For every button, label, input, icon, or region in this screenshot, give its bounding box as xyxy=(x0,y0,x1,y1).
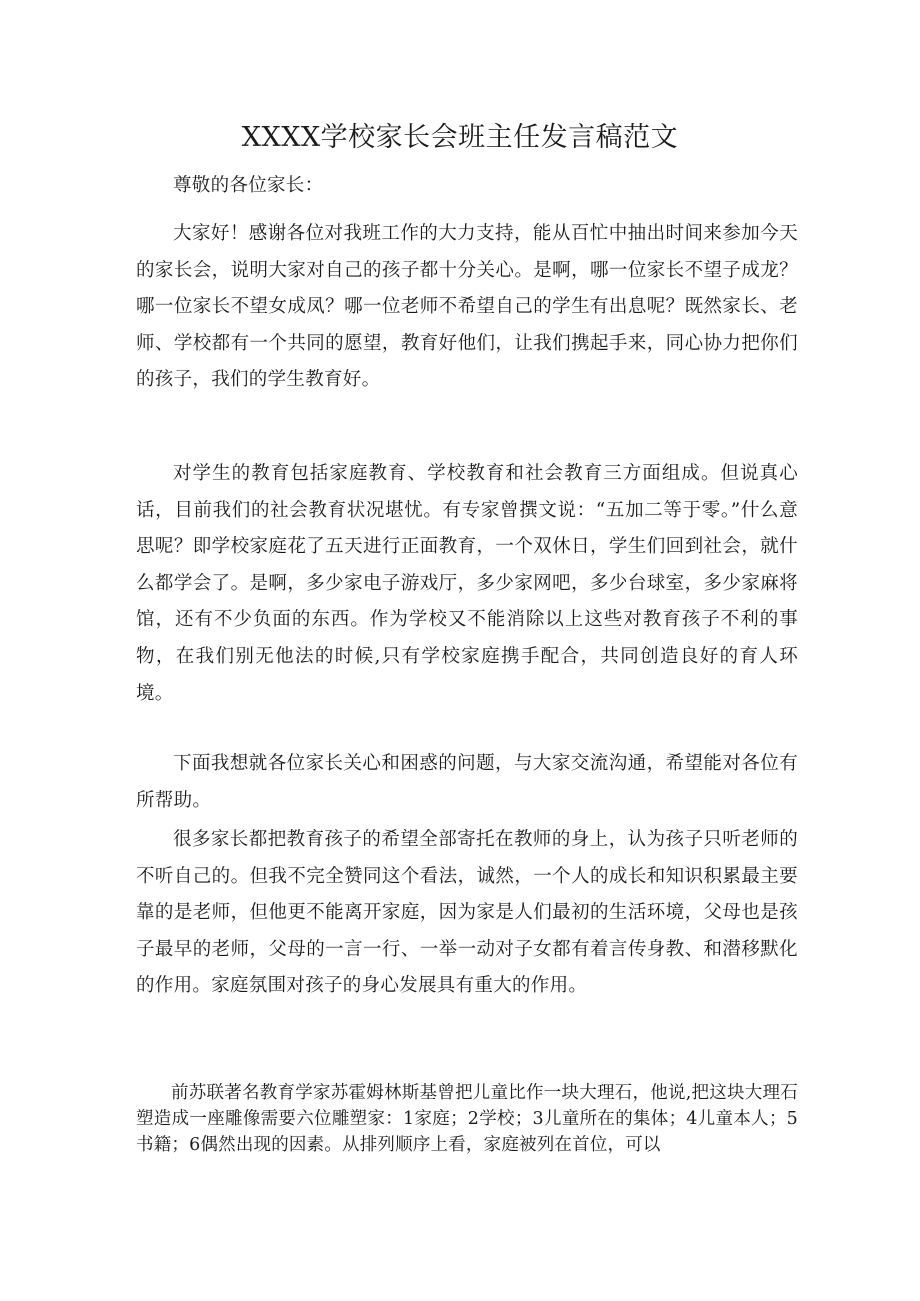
document-title: XXXX学校家长会班主任发言稿范文 xyxy=(241,122,679,153)
greeting: 尊敬的各位家长： xyxy=(173,175,324,196)
paragraph-3: 下面我想就各位家长关心和困惑的问题，与大家交流沟通，希望能对各位有所帮助。 xyxy=(136,753,798,811)
paragraph-5: 前苏联著名教育学家苏霍姆林斯基曾把儿童比作一块大理石，他说,把这块大理石塑造成一座雕像需要六位雕塑家：1家庭；2学校；3儿童所在的集体；4儿童本人；5书籍；6偶然出现的因素。从排列顺序上看，家庭被列在首位，可以 xyxy=(136,1083,798,1155)
paragraph-4: 很多家长都把教育孩子的希望全部寄托在教师的身上，认为孩子只听老师的不听自己的。但我不完全赞同这个看法，诚然，一个人的成长和知识积累最主要靠的是老师，但他更不能离开家庭，因为家是人们最初的生活环境，父母也是孩子最早的老师，父母的一言一行、一举一动对子女都有着言传身教、和潜移默化的作用。家庭氛围对孩子的身心发展具有重大的作用。 xyxy=(136,829,798,997)
paragraph-1: 大家好！感谢各位对我班工作的大力支持，能从百忙中抽出时间来参加今天的家长会，说明大家对自己的孩子都十分关心。是啊，哪一位家长不望子成龙？哪一位家长不望女成凤？哪一位老师不希望自己的学生有出息呢？既然家长、老师、学校都有一个共同的愿望，教育好他们，让我们携起手来，同心协力把你们的孩子，我们的学生教育好。 xyxy=(136,223,798,391)
paragraph-2: 对学生的教育包括家庭教育、学校教育和社会教育三方面组成。但说真心话，目前我们的社会教育状况堪忧。有专家曾撰文说：“五加二等于零。”什么意思呢？即学校家庭花了五天进行正面教育，一个双休日，学生们回到社会，就什么都学会了。是啊，多少家电子游戏厅，多少家网吧，多少台球室，多少家麻将馆，还有不少负面的东西。作为学校又不能消除以上这些对教育孩子不利的事物，在我们别无他法的时候,只有学校家庭携手配合，共同创造良好的育人环境。 xyxy=(136,463,798,704)
